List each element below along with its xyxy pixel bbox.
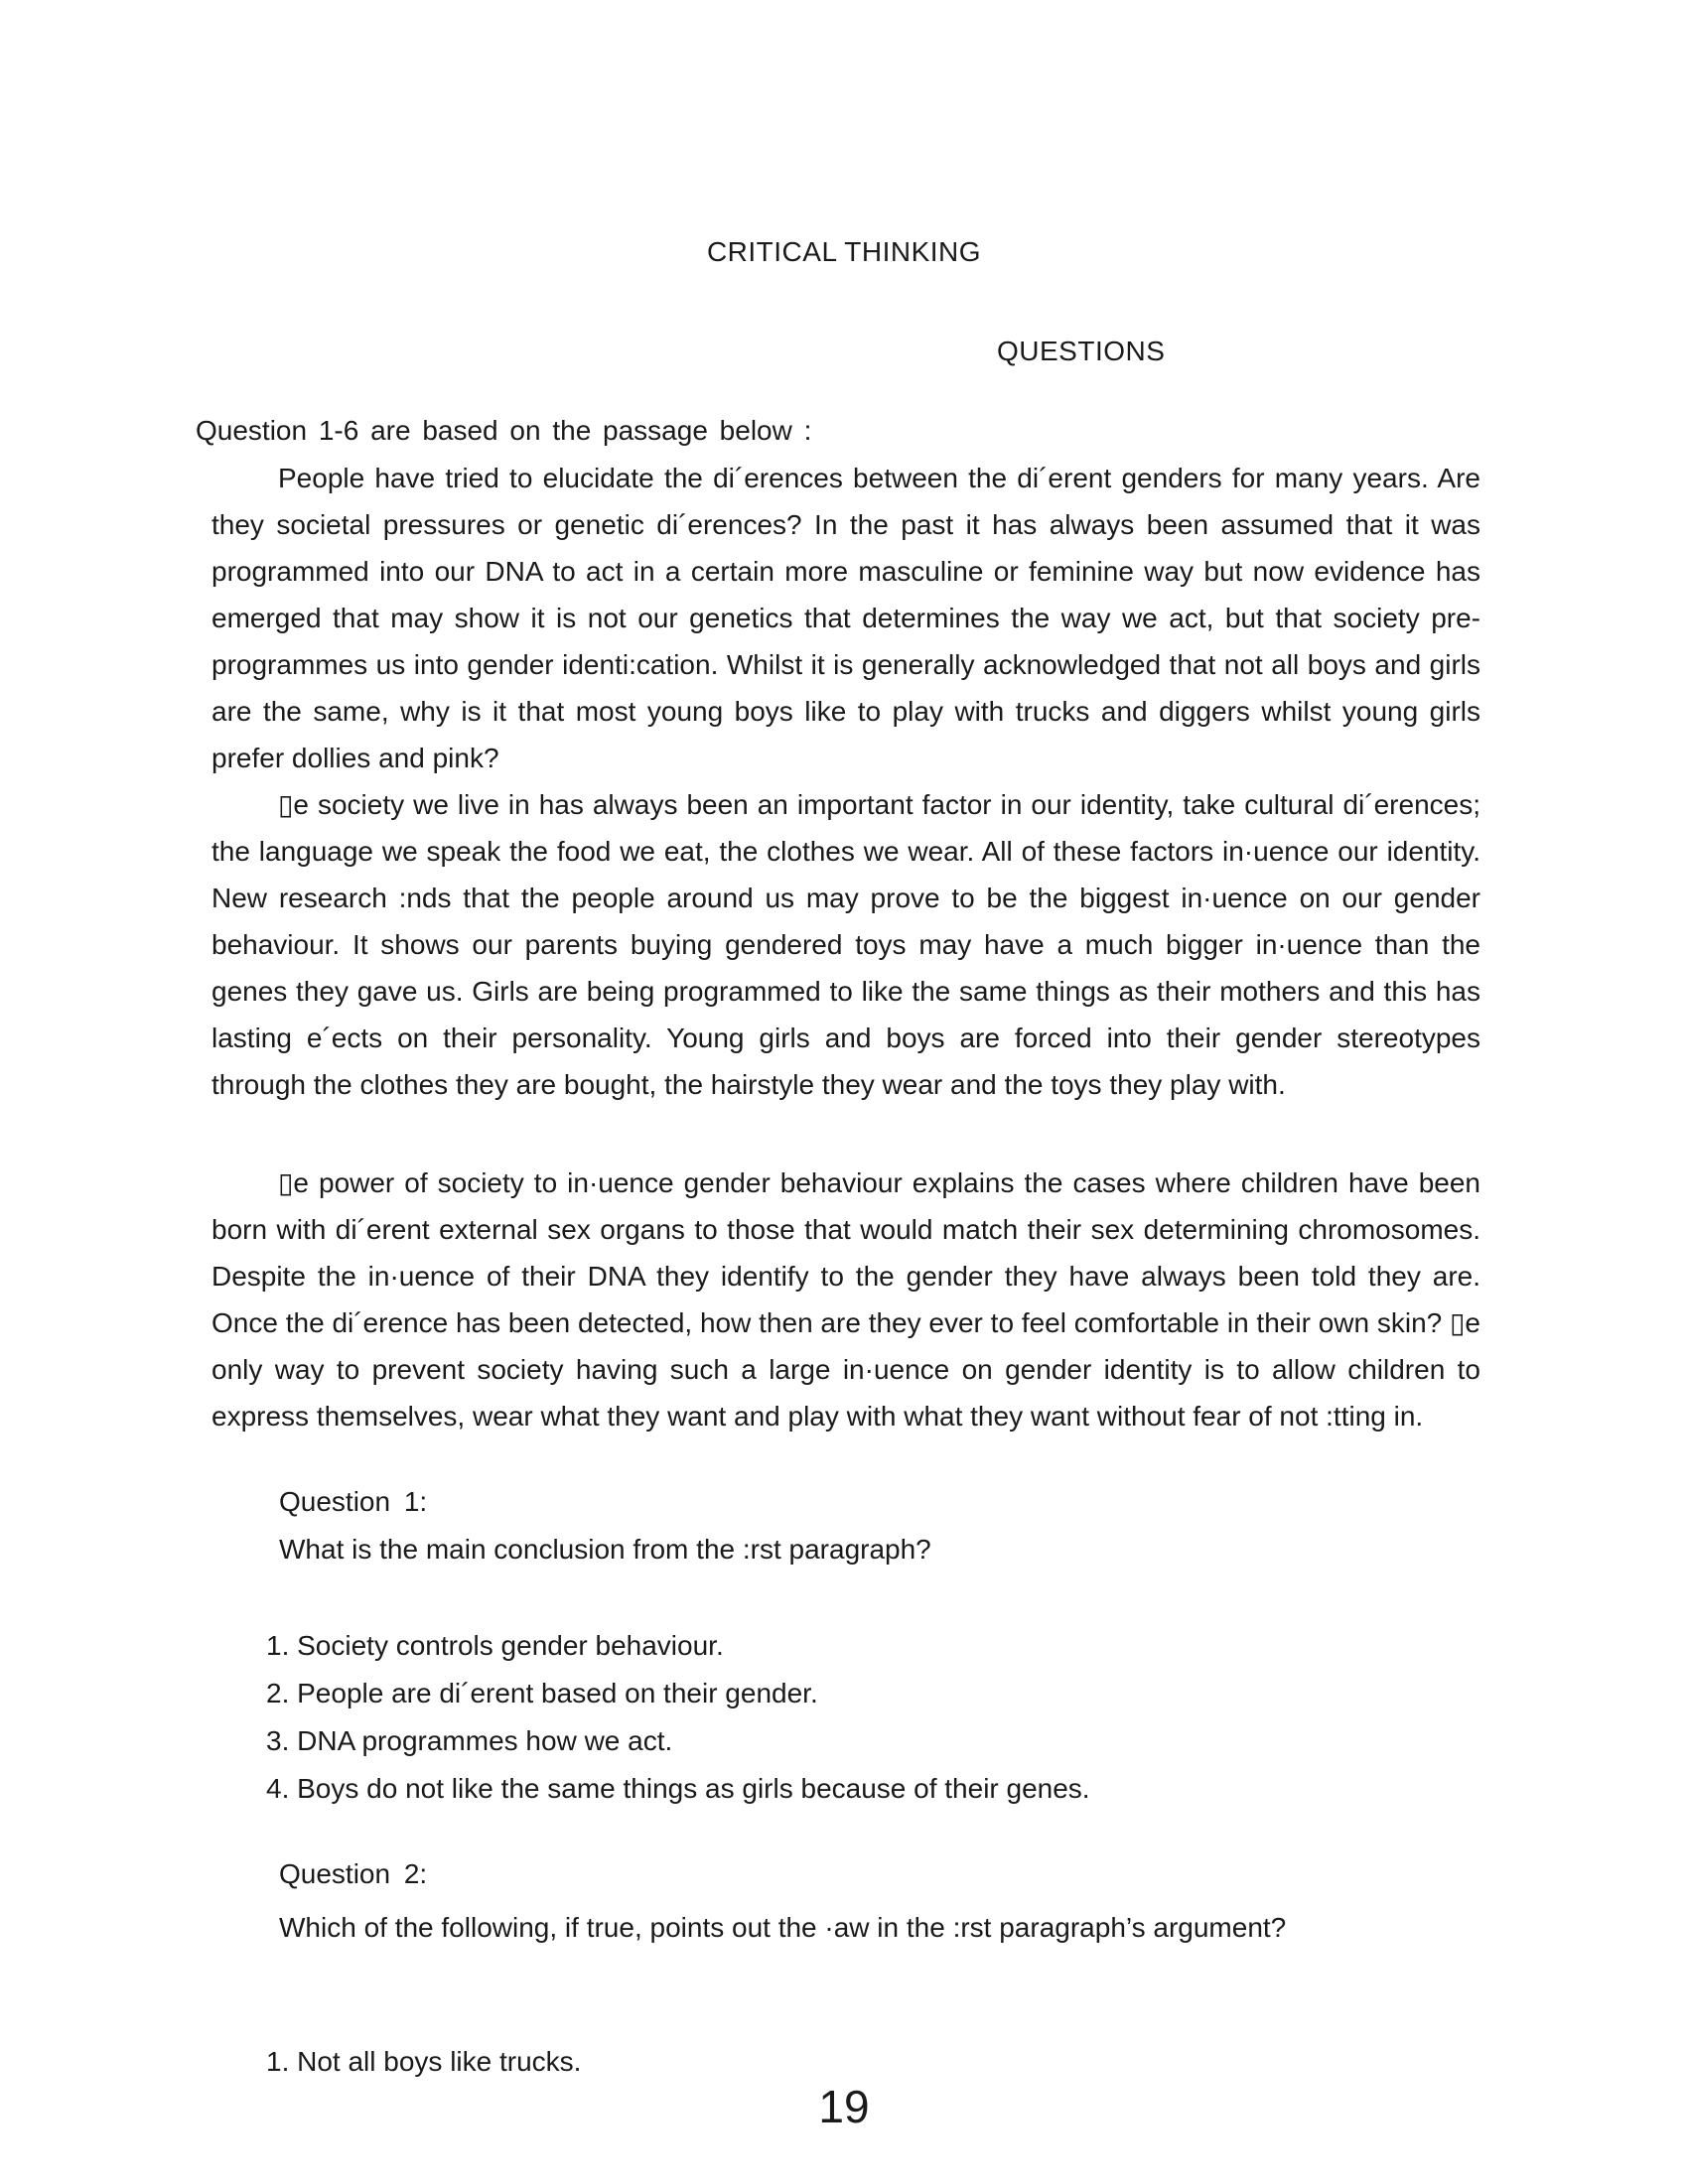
passage-paragraph-1-text: People have tried to elucidate the di´erences between the di´erent genders for many years. Are they societal pressures or genetic di´erences? In the past it has always been assumed that it was programmed into our DNA to act in a certain more masculine or feminine way but now evidence has emerged that may show it is not our genetics that determines the way we act, but that society pre-programmes us into gender identi:cation. Whilst it is generally acknowledged that not all boys and girls are the same, why is it that most young boys like to play with trucks and diggers whilst young girls prefer dollies and pink? [211, 463, 1480, 773]
question-1-option-1: 1. Society controls gender behaviour. [266, 1630, 724, 1661]
question-2-options [266, 2038, 581, 2086]
page-title: CRITICAL THINKING [706, 236, 982, 267]
passage-intro: Question 1-6 are based on the passage below : [196, 415, 812, 446]
question-2-option-1: 1. Not all boys like trucks. [266, 2046, 582, 2077]
question-1-options [266, 1622, 1090, 1813]
passage-paragraph-2-text: ▯e society we live in has always been an important factor in our identity, take cultural di´erences; the language we speak the food we eat, the clothes we wear. All of these factors in·uence our identity. New research :nds that the people around us may prove to be the biggest in·uence on our gender behaviour. It shows our parents buying gendered toys may have a much bigger in·uence than the genes they gave us. Girls are being programmed to like the same things as their mothers and this has lasting e´ects on their personality. Young girls and boys are forced into their gender stereotypes through the clothes they are bought, the hairstyle they wear and the toys they play with. [211, 789, 1480, 1100]
section-title: QUESTIONS [997, 336, 1166, 366]
page-number: 19 [818, 2081, 870, 2132]
passage-paragraph-3-text: ▯e power of society to in·uence gender behaviour explains the cases where children have been born with di´erent external sex organs to those that would match their sex determining chromosomes. Despite the in·uence of their DNA they identify to the gender they have always been told they are. Once the di´erence has been detected, how then are they ever to feel comfortable in their own skin? ▯e only way to prevent society having such a large in·uence on gender identity is to allow children to express themselves, wear what they want and play with what they want without fear of not :tting in. [211, 1167, 1480, 1432]
question-1-text: What is the main conclusion from the :rst paragraph? [279, 1534, 931, 1565]
question-1-heading: Question 1: [279, 1486, 428, 1517]
passage-paragraph-2 [211, 781, 1480, 1108]
question-2-heading: Question 2: [279, 1858, 428, 1889]
question-1-option-4: 4. Boys do not like the same things as girls because of their genes. [266, 1773, 1090, 1804]
question-1-option-2: 2. People are di´erent based on their gender. [266, 1678, 818, 1708]
question-2-text [211, 1904, 1480, 1951]
passage-paragraph-3 [211, 1160, 1480, 1439]
question-2-text-content: Which of the following, if true, points out the ·aw in the :rst paragraph’s argument? [279, 1912, 1287, 1943]
passage-paragraph-1 [211, 455, 1480, 781]
question-1-option-3: 3. DNA programmes how we act. [266, 1725, 673, 1756]
